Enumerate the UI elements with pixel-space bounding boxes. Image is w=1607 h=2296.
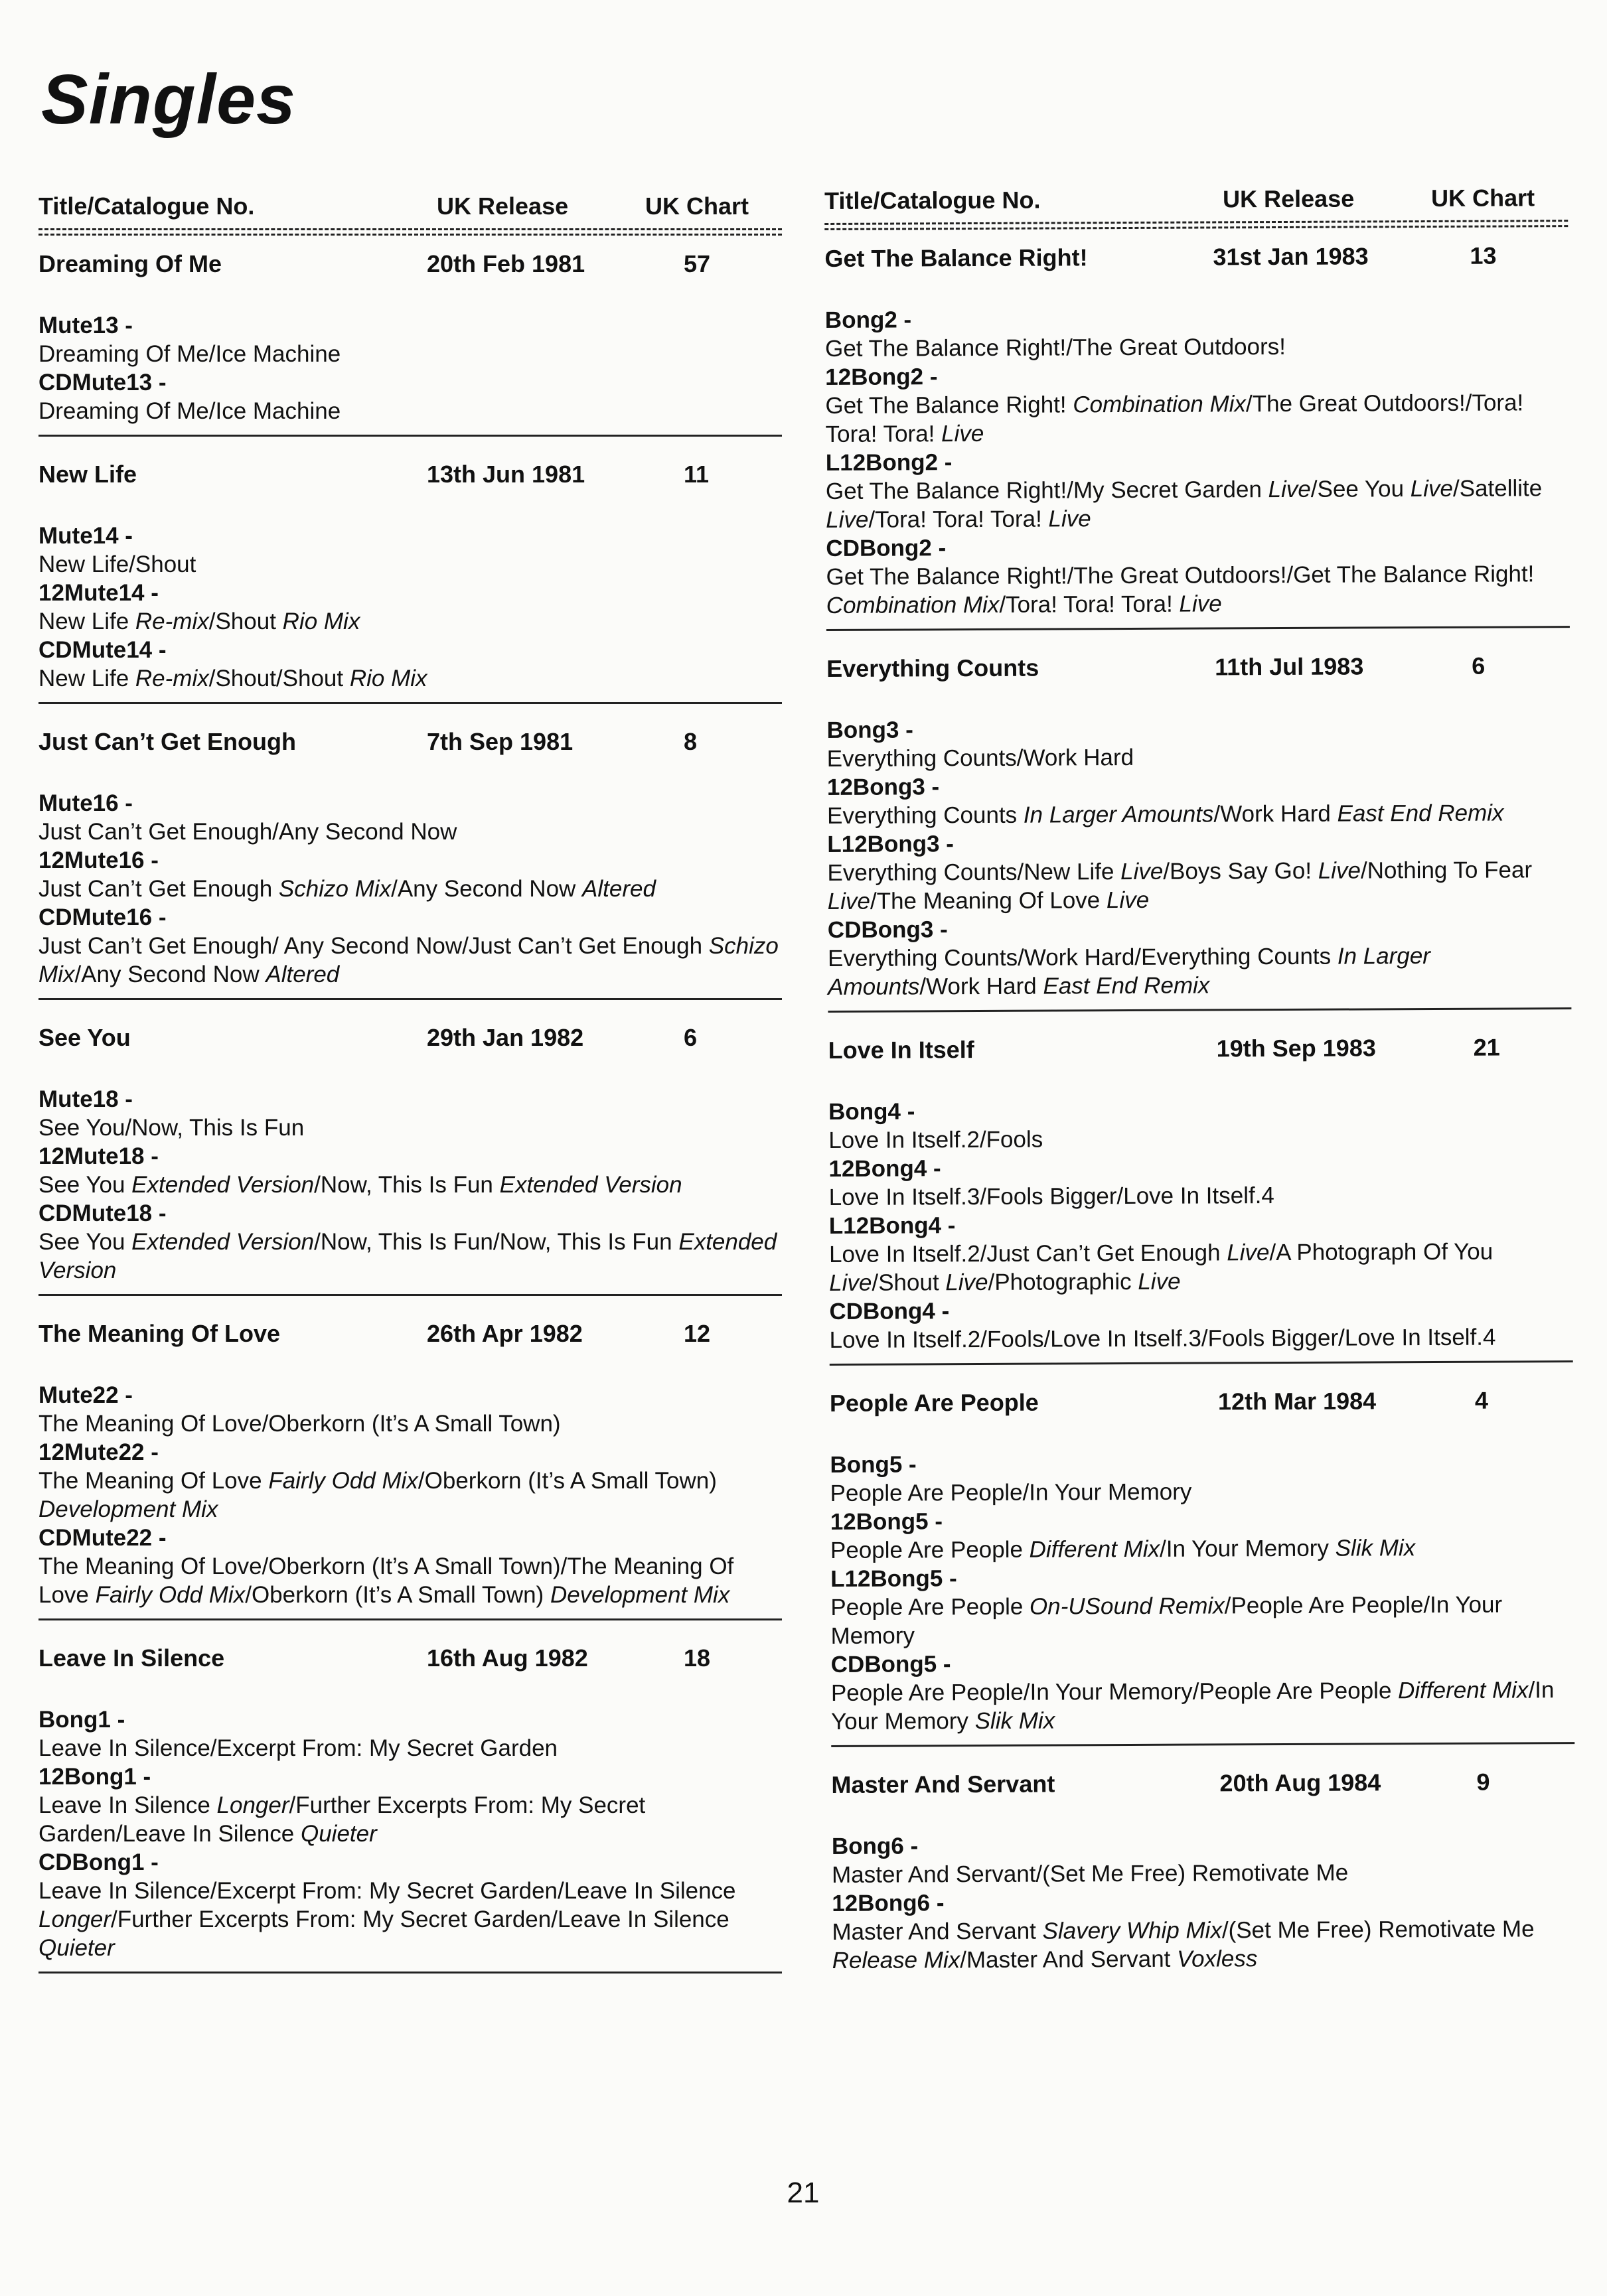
column-header xyxy=(38,192,782,224)
release-date: 26th Apr 1982 xyxy=(427,1320,583,1347)
track-list: New Life Re-mix/Shout Rio Mix xyxy=(38,609,360,634)
entry-header xyxy=(826,652,1570,688)
track-list: Just Can’t Get Enough Schizo Mix/Any Second Now Altered xyxy=(38,876,656,902)
entry-header xyxy=(831,1768,1574,1804)
track-list: Everything Counts/New Life Live/Boys Say Go! Live/Nothing To Fear Live/The Meaning Of Love Live xyxy=(827,857,1533,914)
right-column xyxy=(824,184,1576,1984)
single-entry xyxy=(831,1768,1575,1984)
format-list xyxy=(38,789,782,989)
catalogue-number: CDBong2 - xyxy=(826,535,947,561)
entry-header xyxy=(38,250,782,283)
track-list: The Meaning Of Love/Oberkorn (It’s A Small Town)/The Meaning Of Love Fairly Odd Mix/Oberkorn (It’s A Small Town) Development Mix xyxy=(38,1553,734,1608)
catalogue-number: CDMute16 - xyxy=(38,904,167,930)
entry-header xyxy=(824,242,1568,278)
track-list: Get The Balance Right!/The Great Outdoors!/Get The Balance Right! Combination Mix/Tora! Tora! Tora! Live xyxy=(826,561,1535,618)
format-list xyxy=(38,1085,782,1285)
single-title: Get The Balance Right! xyxy=(824,244,1088,272)
header-release: UK Release xyxy=(437,192,569,220)
catalogue-number: 12Bong3 - xyxy=(826,774,940,800)
header-title: Title/Catalogue No. xyxy=(38,192,255,220)
single-title: New Life xyxy=(38,461,137,488)
track-list: New Life Re-mix/Shout/Shout Rio Mix xyxy=(38,666,427,691)
entry-list xyxy=(824,242,1575,1984)
entry-divider xyxy=(38,435,782,437)
chart-position: 4 xyxy=(1474,1386,1489,1414)
entry-divider xyxy=(828,1007,1571,1013)
track-list: People Are People/In Your Memory/People Are People Different Mix/In Your Memory Slik Mix xyxy=(830,1677,1555,1735)
single-entry xyxy=(826,652,1571,1022)
track-list: See You/Now, This Is Fun xyxy=(38,1115,305,1141)
catalogue-number: Bong2 - xyxy=(824,307,912,333)
track-list: Love In Itself.2/Fools/Love In Itself.3/Fools Bigger/Love In Itself.4 xyxy=(829,1324,1496,1353)
single-entry xyxy=(38,1320,782,1630)
catalogue-number: L12Bong4 - xyxy=(828,1212,956,1239)
chart-position: 9 xyxy=(1476,1768,1490,1796)
entry-header xyxy=(38,1644,782,1678)
format-list xyxy=(825,303,1570,620)
page-title: Singles xyxy=(41,60,297,139)
single-entry xyxy=(38,461,782,713)
format-list xyxy=(828,1094,1573,1354)
catalogue-number: 12Bong4 - xyxy=(828,1155,941,1182)
track-list: Just Can’t Get Enough/ Any Second Now/Just Can’t Get Enough Schizo Mix/Any Second Now Altered xyxy=(38,933,779,987)
single-entry xyxy=(38,1644,782,1983)
chart-position: 18 xyxy=(684,1644,711,1672)
catalogue-number: L12Bong2 - xyxy=(825,449,953,476)
single-title: Love In Itself xyxy=(828,1036,974,1064)
entry-header xyxy=(828,1033,1572,1070)
catalogue-number: Mute18 - xyxy=(38,1086,133,1112)
catalogue-number: Bong5 - xyxy=(830,1451,917,1478)
release-date: 7th Sep 1981 xyxy=(427,728,574,755)
catalogue-number: Mute16 - xyxy=(38,790,133,816)
header-chart: UK Chart xyxy=(1430,184,1535,212)
track-list: Dreaming Of Me/Ice Machine xyxy=(38,341,341,367)
entry-header xyxy=(38,1024,782,1057)
catalogue-number: 12Bong6 - xyxy=(832,1890,945,1916)
catalogue-number: L12Bong3 - xyxy=(827,831,954,857)
catalogue-number: Mute22 - xyxy=(38,1382,133,1408)
header-divider xyxy=(38,228,782,236)
catalogue-number: Bong1 - xyxy=(38,1707,125,1733)
header-release: UK Release xyxy=(1222,184,1355,213)
single-title: The Meaning Of Love xyxy=(38,1320,281,1347)
single-entry xyxy=(38,1024,782,1305)
header-divider xyxy=(824,220,1568,230)
catalogue-number: 12Bong5 - xyxy=(830,1508,943,1535)
entry-divider xyxy=(830,1360,1573,1366)
catalogue-number: CDBong3 - xyxy=(827,916,948,943)
single-title: Everything Counts xyxy=(826,654,1039,682)
track-list: The Meaning Of Love/Oberkorn (It’s A Small Town) xyxy=(38,1411,561,1437)
entry-divider xyxy=(38,702,782,704)
single-entry xyxy=(38,728,782,1009)
format-list xyxy=(826,713,1571,1001)
track-list: People Are People/In Your Memory xyxy=(830,1478,1192,1506)
format-list xyxy=(38,1705,782,1962)
chart-position: 6 xyxy=(684,1024,698,1051)
release-date: 13th Jun 1981 xyxy=(427,461,585,488)
column-header xyxy=(824,184,1568,219)
format-list xyxy=(38,1381,782,1609)
catalogue-number: 12Mute22 - xyxy=(38,1439,159,1465)
track-list: People Are People Different Mix/In Your Memory Slik Mix xyxy=(830,1535,1416,1563)
track-list: See You Extended Version/Now, This Is Fun/Now, This Is Fun Extended Version xyxy=(38,1229,777,1283)
catalogue-number: CDMute22 - xyxy=(38,1525,167,1551)
format-list xyxy=(830,1447,1574,1736)
track-list: New Life/Shout xyxy=(38,551,196,577)
single-title: Master And Servant xyxy=(831,1770,1055,1798)
catalogue-number: CDBong4 - xyxy=(829,1298,950,1325)
release-date: 20th Aug 1984 xyxy=(1219,1768,1381,1797)
catalogue-number: CDBong5 - xyxy=(830,1651,951,1678)
entry-header xyxy=(830,1386,1573,1423)
track-list: Love In Itself.3/Fools Bigger/Love In Itself.4 xyxy=(828,1183,1274,1210)
track-list: Dreaming Of Me/Ice Machine xyxy=(38,398,341,424)
single-entry xyxy=(830,1386,1574,1757)
header-chart: UK Chart xyxy=(645,192,749,220)
track-list: Master And Servant/(Set Me Free) Remotivate Me xyxy=(832,1859,1349,1888)
track-list: See You Extended Version/Now, This Is Fun Extended Version xyxy=(38,1172,682,1198)
entry-divider xyxy=(831,1742,1574,1747)
track-list: Master And Servant Slavery Whip Mix/(Set Me Free) Remotivate Me Release Mix/Master And Servant Voxless xyxy=(832,1916,1535,1973)
single-entry xyxy=(38,250,782,446)
catalogue-number: Bong6 - xyxy=(831,1833,919,1859)
entry-divider xyxy=(38,998,782,1000)
single-title: People Are People xyxy=(829,1388,1039,1417)
release-date: 29th Jan 1982 xyxy=(427,1024,584,1051)
catalogue-number: Mute13 - xyxy=(38,313,133,338)
entry-list xyxy=(38,250,782,1983)
entry-header xyxy=(38,461,782,494)
single-entry xyxy=(828,1033,1573,1375)
track-list: Everything Counts In Larger Amounts/Work Hard East End Remix xyxy=(827,800,1504,829)
track-list: Just Can’t Get Enough/Any Second Now xyxy=(38,819,457,845)
catalogue-number: Bong4 - xyxy=(828,1098,915,1125)
entry-divider xyxy=(38,1972,782,1973)
track-list: Get The Balance Right!/The Great Outdoors! xyxy=(824,333,1286,362)
chart-position: 8 xyxy=(684,728,698,755)
track-list: Love In Itself.2/Just Can’t Get Enough Live/A Photograph Of You Live/Shout Live/Photographic Live xyxy=(828,1238,1493,1296)
catalogue-number: 12Bong2 - xyxy=(825,364,938,390)
release-date: 31st Jan 1983 xyxy=(1213,242,1369,271)
format-list xyxy=(38,311,782,425)
chart-position: 6 xyxy=(1472,652,1486,680)
single-title: Leave In Silence xyxy=(38,1644,225,1672)
catalogue-number: CDMute13 - xyxy=(38,370,167,395)
catalogue-number: CDMute18 - xyxy=(38,1200,167,1226)
left-column xyxy=(38,192,782,1983)
chart-position: 11 xyxy=(684,461,710,488)
chart-position: 21 xyxy=(1473,1033,1500,1061)
single-entry xyxy=(824,242,1570,640)
catalogue-number: CDBong1 - xyxy=(38,1849,159,1875)
single-title: See You xyxy=(38,1024,131,1051)
catalogue-number: Bong3 - xyxy=(826,717,913,743)
catalogue-number: 12Mute14 - xyxy=(38,580,159,606)
release-date: 12th Mar 1984 xyxy=(1217,1387,1377,1415)
track-list: Everything Counts/Work Hard/Everything Counts In Larger Amounts/Work Hard East End Remix xyxy=(827,943,1430,1000)
entry-divider xyxy=(826,626,1570,631)
track-list: Leave In Silence/Excerpt From: My Secret Garden xyxy=(38,1735,558,1761)
release-date: 11th Jul 1983 xyxy=(1215,652,1364,681)
single-title: Just Can’t Get Enough xyxy=(38,728,297,755)
entry-divider xyxy=(38,1294,782,1296)
page-number: 21 xyxy=(787,2177,820,2209)
track-list: Get The Balance Right! Combination Mix/The Great Outdoors!/Tora! Tora! Tora! Live xyxy=(825,390,1524,447)
track-list: The Meaning Of Love Fairly Odd Mix/Oberkorn (It’s A Small Town) Development Mix xyxy=(38,1468,717,1522)
release-date: 19th Sep 1983 xyxy=(1216,1034,1376,1062)
track-list: Leave In Silence Longer/Further Excerpts From: My Secret Garden/Leave In Silence Quieter xyxy=(38,1792,646,1847)
chart-position: 12 xyxy=(684,1320,711,1347)
chart-position: 13 xyxy=(1470,242,1497,269)
track-list: Leave In Silence/Excerpt From: My Secret Garden/Leave In Silence Longer/Further Excerpts From: My Secret Garden/Leave In Silence Quieter xyxy=(38,1878,736,1961)
catalogue-number: 12Bong1 - xyxy=(38,1764,151,1790)
track-list: Love In Itself.2/Fools xyxy=(828,1126,1043,1153)
single-title: Dreaming Of Me xyxy=(38,250,222,277)
track-list: Everything Counts/Work Hard xyxy=(826,744,1134,772)
format-list xyxy=(832,1829,1576,1975)
track-list: Get The Balance Right!/My Secret Garden Live/See You Live/Satellite Live/Tora! Tora! Tora! Live xyxy=(825,475,1543,533)
format-list xyxy=(38,522,782,693)
chart-position: 57 xyxy=(684,250,711,277)
catalogue-number: Mute14 - xyxy=(38,523,133,549)
entry-divider xyxy=(38,1618,782,1620)
release-date: 16th Aug 1982 xyxy=(427,1644,588,1672)
entry-header xyxy=(38,728,782,761)
release-date: 20th Feb 1981 xyxy=(427,250,585,277)
catalogue-number: CDMute14 - xyxy=(38,637,167,663)
entry-header xyxy=(38,1320,782,1353)
catalogue-number: 12Mute16 - xyxy=(38,847,159,873)
track-list: People Are People On-USound Remix/People Are People/In Your Memory xyxy=(830,1591,1503,1649)
header-title: Title/Catalogue No. xyxy=(824,186,1041,214)
catalogue-number: L12Bong5 - xyxy=(830,1565,957,1592)
catalogue-number: 12Mute18 - xyxy=(38,1143,159,1169)
